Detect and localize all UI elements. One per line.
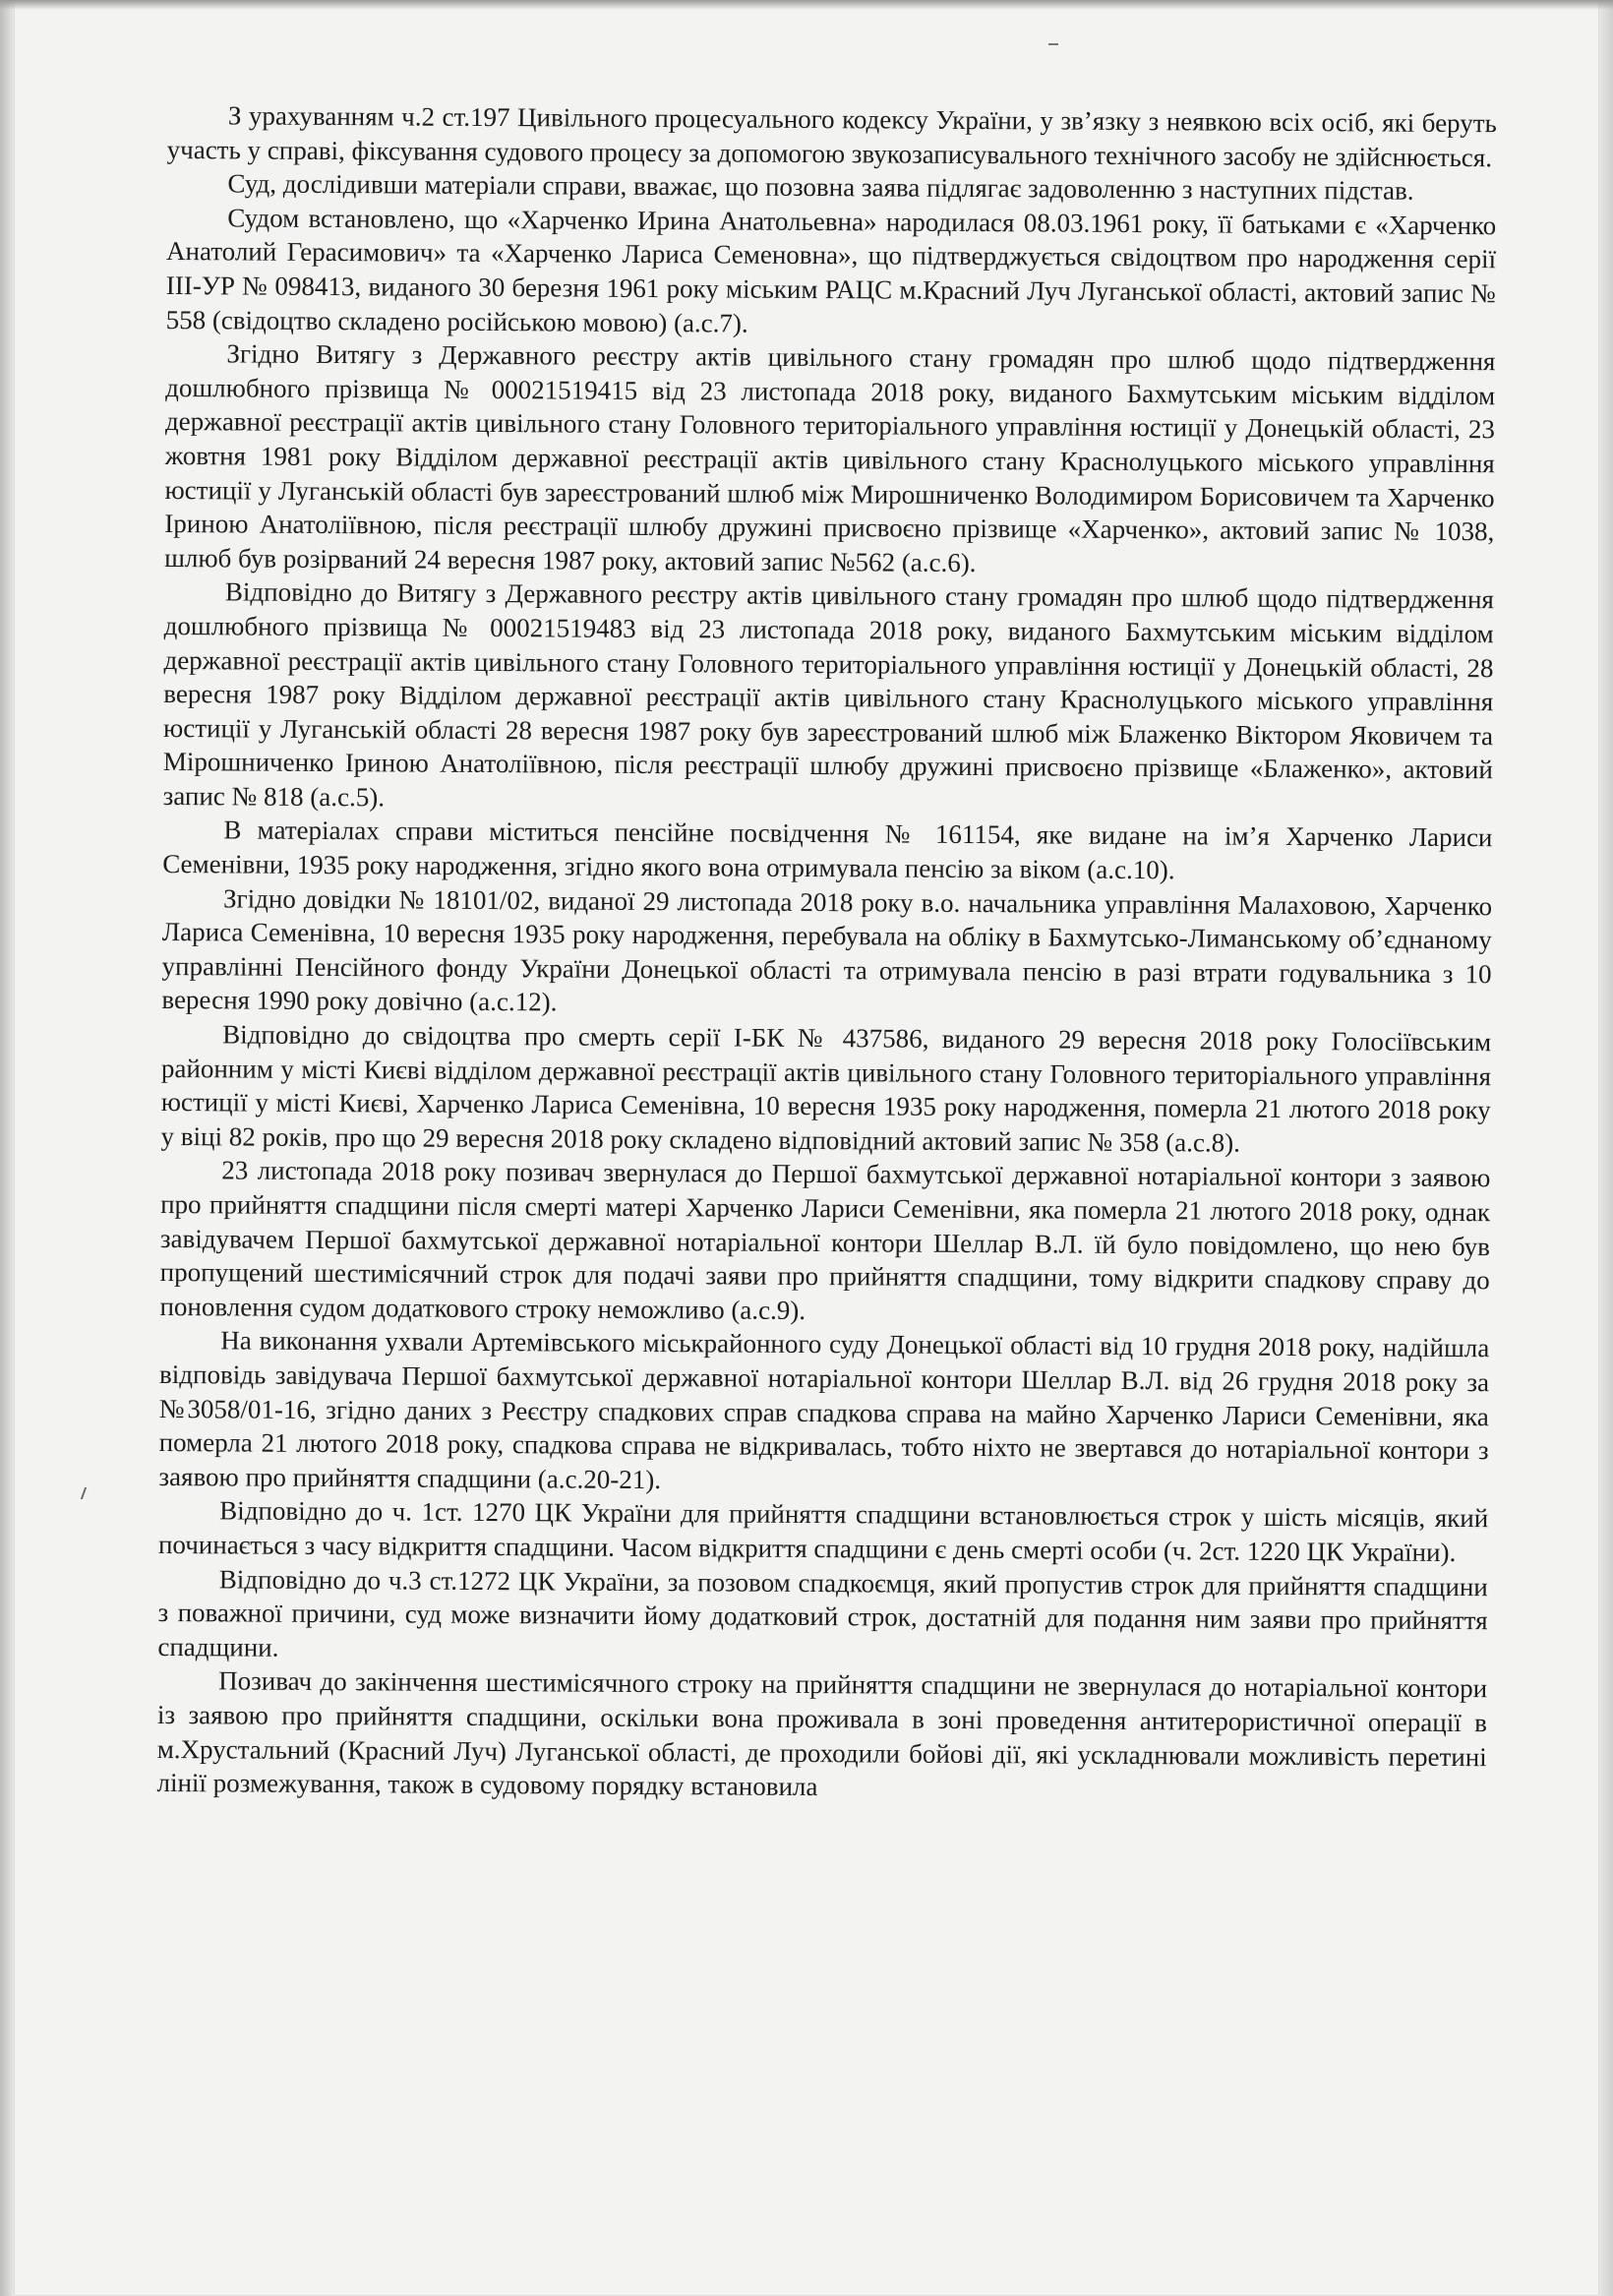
paragraph-notary-response: На виконання ухвали Артемівського міськрайонного суду Донецької області від 10 грудня 2018 року, надійшла відповідь завідувача Першої бахмутської державної нотаріальної контори Шеллар В.Л. від 26 грудня 2018 року за №3058/01-16, згідно даних з Реєстру спадкових справ спадкова справа на майно Харченко Лариси Семенівни, яка померла 21 лютого 2018 року, спадкова справа не відкривалась, тобто ніхто не звертався до нотаріальної контори з заявою про прийняття спадщини (а.с.20-21).	[158, 1325, 1490, 1494]
paragraph-notary-application: 23 листопада 2018 року позивач звернулася до Першої бахмутської державної нотаріальної контори з заявою про прийняття спадщини після смерті матері Харченко Лариси Семенівни, яка померла 21 лютого 2018 року, однак завідувачем Першої бахмутської державної нотаріальної контори Шеллар В.Л. їй було повідомлено, що нею був пропущений шестимісячний строк для подачі заяви про прийняття спадщини, тому відкрити спадкову справу до поновлення судом додаткового строку неможливо (а.с.9).	[159, 1155, 1491, 1325]
scan-edge-top	[0, 0, 1613, 10]
paragraph-pension-certificate: В матеріалах справи міститься пенсійне посвідчення № 161154, яке видане на ім’я Харченко Лариси Семенівни, 1935 року народження, згідно якого вона отримувала пенсію за віком (а.с.10).	[162, 815, 1493, 885]
paragraph-court-finding: Суд, дослідивши матеріали справи, вважає, що позовна заява підлягає задоволенню з наступних підстав.	[227, 168, 1414, 206]
scan-edge-left	[0, 0, 14, 2296]
paragraph-death-certificate: Відповідно до свідоцтва про смерть серії І-БК № 437586, виданого 29 вересня 2018 року Голосіївським районним у місті Києві відділом державної реєстрації актів цивільного стану Головного територіального управління юстиції у місті Києві, Харченко Лариса Семенівна, 10 вересня 1935 року народження, померла 21 лютого 2018 року у віці 82 років, про що 29 вересня 2018 року складено відповідний актовий запис № 358 (а.с.8).	[160, 1019, 1492, 1158]
paragraph-pension-reference: Згідно довідки № 18101/02, виданої 29 листопада 2018 року в.о. начальника управління Малаховою, Харченко Лариса Семенівна, 10 вересня 1935 року народження, перебувала на обліку в Бахмутсько-Лиманському об’єднаному управлінні Пенсійного фонду України Донецької області та отримувала пенсію в разі втрати годувальника з 10 вересня 1990 року довічно (а.с.12).	[161, 883, 1493, 1017]
document-body	[156, 98, 1497, 1808]
paragraph-plaintiff-reason: Позивач до закінчення шестимісячного строку на прийняття спадщини не звернулася до нотаріальної контори із заявою про прийняття спадщини, оскільки вона проживала в зоні проведення антитерористичної операції в м.Хрустальний (Красний Луч) Луганської області, де проходили бойові дії, які ускладнювали можливість перетині лінії розмежування, також в судовому порядку встановила	[156, 1665, 1488, 1802]
paragraph-article-1270: Відповідно до ч. 1ст. 1270 ЦК України для прийняття спадщини встановлюється строк у шість місяців, який починається з часу відкриття спадщини. Часом відкриття спадщини є день смерті особи (ч. 2ст. 1220 ЦК України).	[157, 1495, 1489, 1567]
paragraph-recording: З урахуванням ч.2 ст.197 Цивільного процесуального кодексу України, у зв’язку з неявкою всіх осіб, які беруть участь у справі, фіксування судового процесу за допомогою звукозаписувального технічного засобу не здійснюється.	[166, 100, 1497, 172]
paragraph-second-marriage: Відповідно до Витягу з Державного реєстру актів цивільного стану громадян про шлюб щодо підтвердження дошлюбного прізвища № 00021519483 від 23 листопада 2018 року, виданого Бахмутським міським відділом державної реєстрації актів цивільного стану Головного територіального управління юстиції у Донецькій області, 28 вересня 1987 року Відділом державної реєстрації актів цивільного стану Краснолуцького міського управління юстиції у Луганській області 28 вересня 1987 року був зареєстрований шлюб між Блаженко Віктором Яковичем та Мірошниченко Іриною Анатоліївною, після реєстрації шлюбу дружині присвоєно прізвище «Блаженко», актовий запис № 818 (а.с.5).	[162, 576, 1495, 813]
document-page	[14, 0, 1599, 2296]
paragraph-birth-certificate: Судом встановлено, що «Харченко Ирина Анатольевна» народилася 08.03.1961 року, її батьками є «Харченко Анатолий Герасимович» та «Харченко Лариса Семеновна», що підтверджується свідоцтвом про народження серії ІІІ-УР № 098413, виданого 30 березня 1961 року міським РАЦС м.Красний Луч Луганської області, актовий запис № 558 (свідоцтво складено російською мовою) (а.с.7).	[165, 203, 1497, 338]
scan-edge-right	[1599, 0, 1613, 2296]
paragraph-first-marriage: Згідно Витягу з Державного реєстру актів цивільного стану громадян про шлюб щодо підтвердження дошлюбного прізвища № 00021519415 від 23 листопада 2018 року, виданого Бахмутським міським відділом державної реєстрації актів цивільного стану Головного територіального управління юстиції у Донецькій області, 23 жовтня 1981 року Відділом державної реєстрації актів цивільного стану Краснолуцького міського управління юстиції у Луганській області був зареєстрований шлюб між Мирошниченко Володимиром Борисовичем та Харченко Іриною Анатоліївною, після реєстрації шлюбу дружині присвоєно прізвище «Харченко», актовий запис № 1038, шлюб був розірваний 24 вересня 1987 року, актовий запис №562 (а.с.6).	[164, 338, 1496, 577]
scan-mark-top	[1048, 43, 1058, 45]
paragraph-article-1272: Відповідно до ч.3 ст.1272 ЦК України, за позовом спадкоємця, який пропустив строк для прийняття спадщини з поважної причини, суд може визначити йому додатковий строк, достатній для подання ним заяви про прийняття спадщини.	[157, 1563, 1488, 1662]
